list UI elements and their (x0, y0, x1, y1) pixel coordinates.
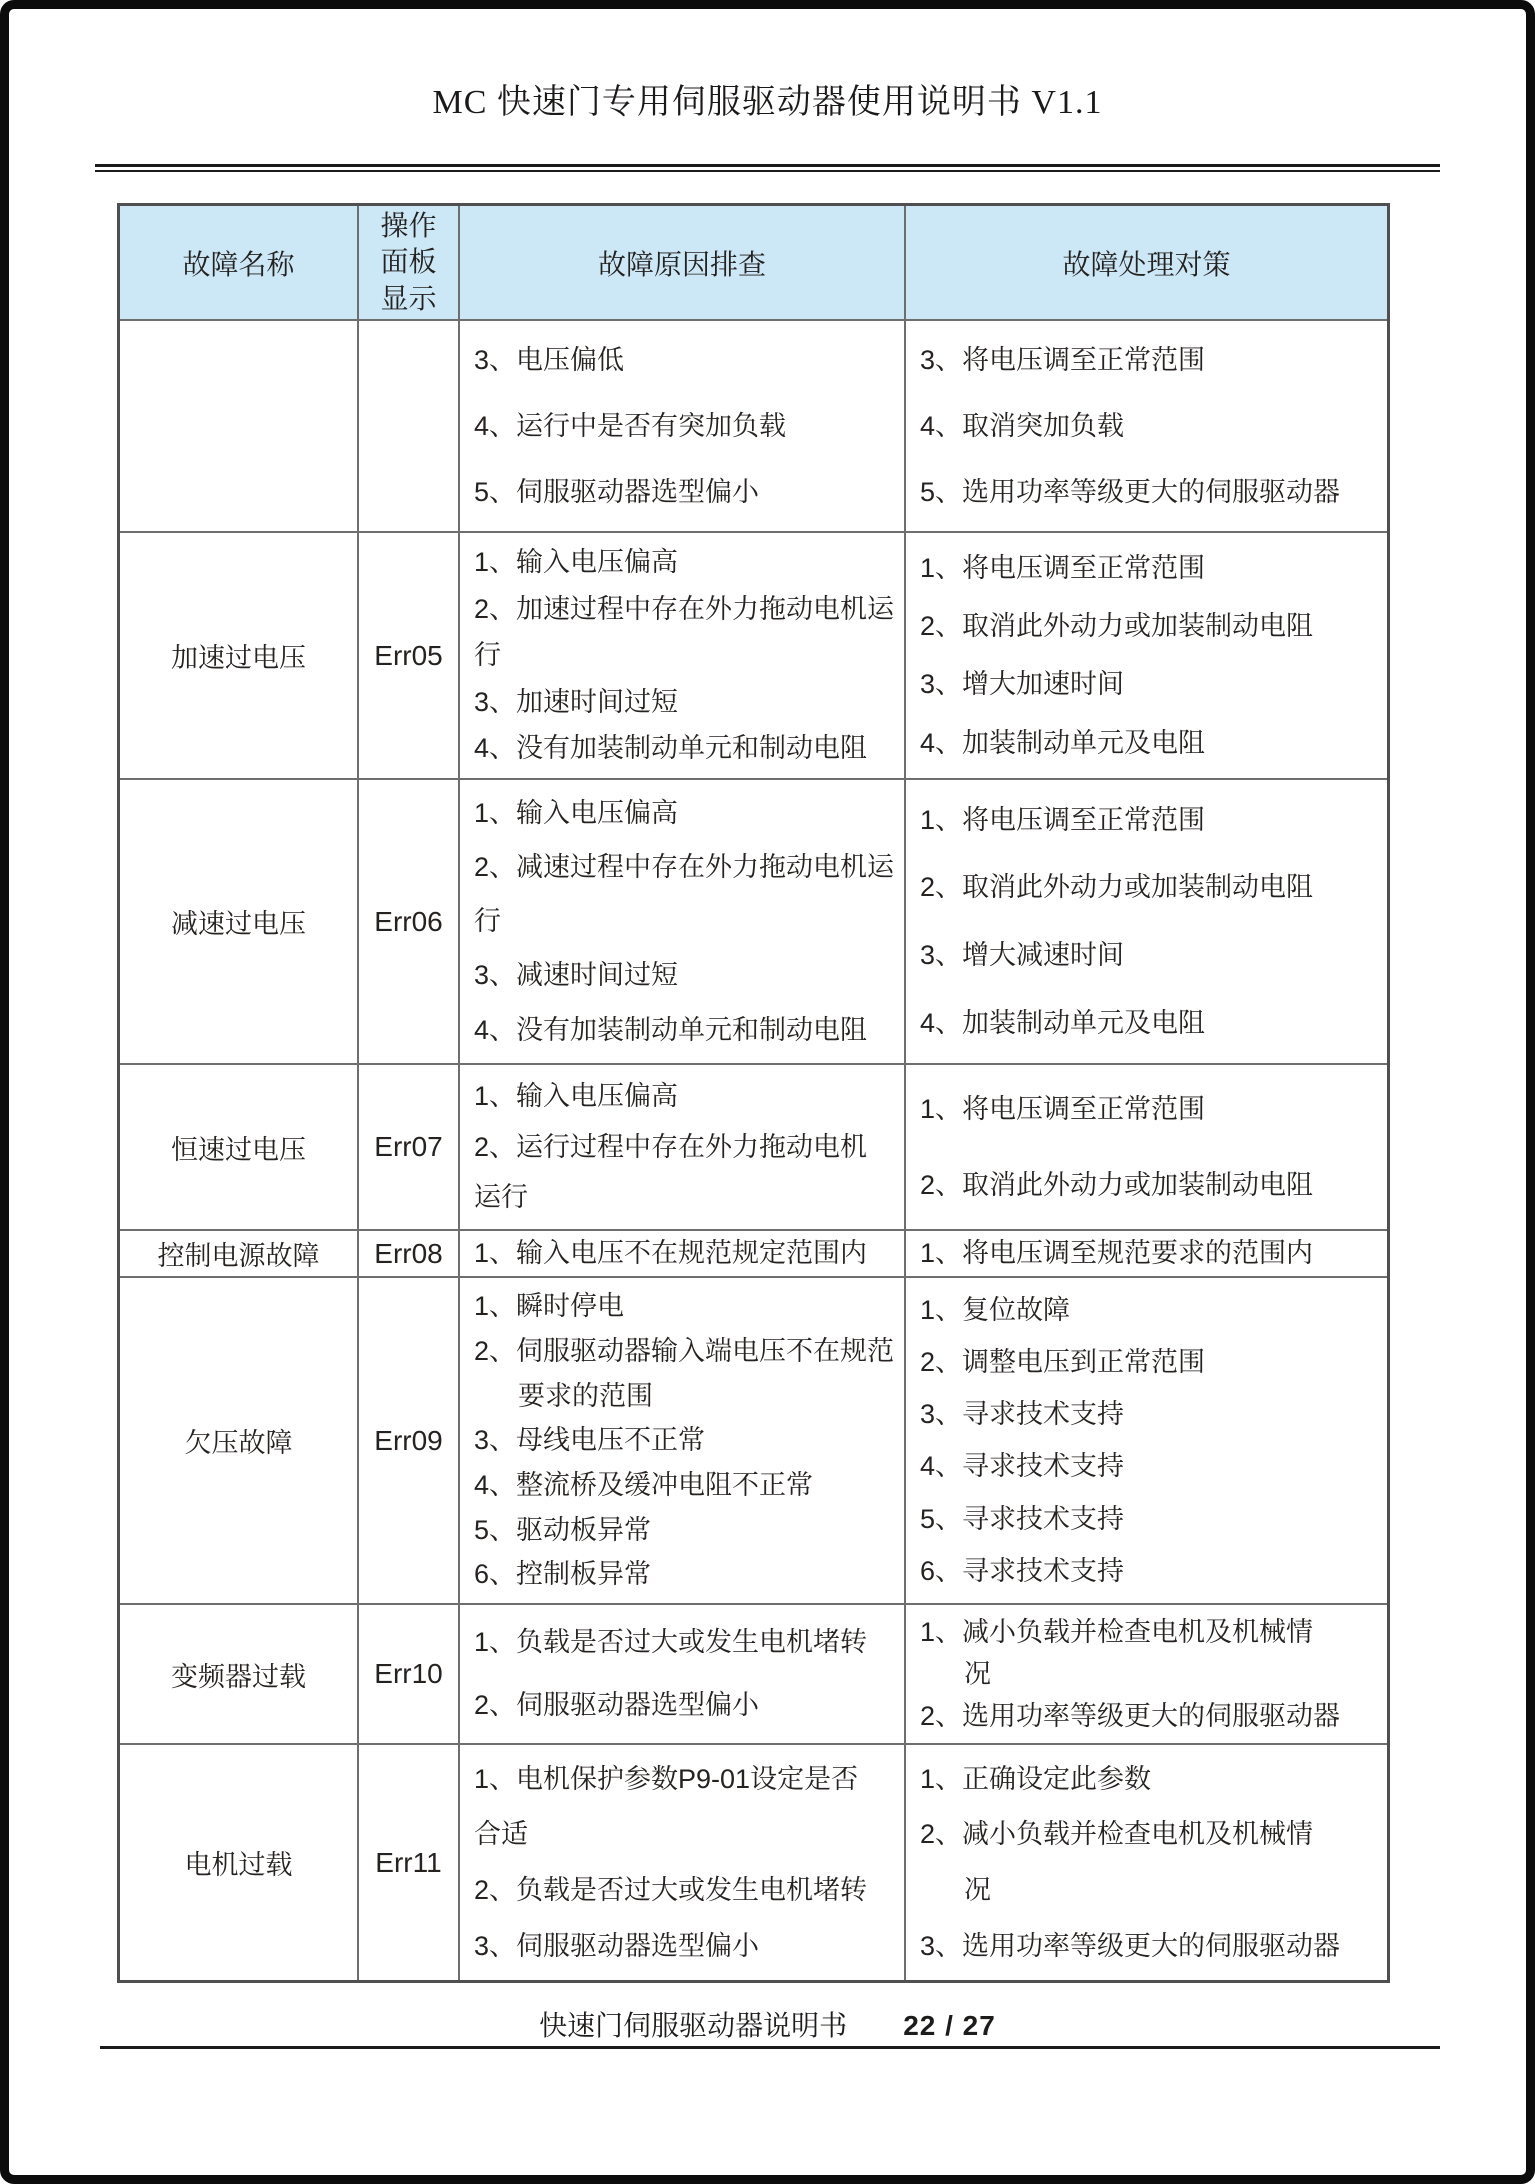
remedy-line: 1、将电压调至正常范围 (920, 552, 1206, 583)
remedy-lines (906, 1605, 1387, 1743)
fault-name-cell: 恒速过电压 (120, 1065, 359, 1231)
remedy-line: 2、减小负载并检查电机及机械情 (920, 1819, 1314, 1850)
remedy-lines (906, 1745, 1387, 1980)
remedy-cell (906, 1745, 1387, 1980)
remedy-line: 1、将电压调至正常范围 (920, 1093, 1206, 1124)
cause-line: 1、输入电压偏高 (474, 1081, 679, 1112)
cause-line: 4、没有加装制动单元和制动电阻 (474, 733, 868, 764)
cause-line: 4、没有加装制动单元和制动电阻 (474, 1014, 868, 1045)
cause-line: 2、负载是否过大或发生电机堵转 (474, 1875, 868, 1906)
remedy-line: 1、正确设定此参数 (920, 1763, 1152, 1794)
remedy-line: 3、将电压调至正常范围 (920, 344, 1206, 375)
cause-line: 5、伺服驱动器选型偏小 (474, 476, 760, 507)
remedy-line: 2、取消此外动力或加装制动电阻 (920, 872, 1314, 903)
fault-table (117, 203, 1390, 1983)
cause-line: 3、电压偏低 (474, 344, 625, 375)
remedy-line: 况 (964, 1658, 991, 1689)
cause-line: 3、减速时间过短 (474, 960, 679, 991)
table-row (120, 1745, 1387, 1980)
cause-line: 运行 (474, 1182, 528, 1213)
remedy-cell (906, 1605, 1387, 1745)
cause-line: 3、母线电压不正常 (474, 1425, 706, 1456)
remedy-line: 3、寻求技术支持 (920, 1399, 1125, 1430)
cause-cell (460, 1065, 906, 1231)
title-double-rule (95, 164, 1440, 172)
remedy-cell (906, 1278, 1387, 1605)
remedy-line: 2、取消此外动力或加装制动电阻 (920, 1169, 1314, 1200)
remedy-line: 3、增大减速时间 (920, 940, 1125, 971)
cause-cell (460, 780, 906, 1065)
table-row (120, 1065, 1387, 1231)
cause-lines (460, 1605, 904, 1743)
remedy-lines (906, 321, 1387, 531)
cause-cell (460, 321, 906, 533)
cause-cell (460, 1745, 906, 1980)
cause-line: 4、运行中是否有突加负载 (474, 410, 787, 441)
remedy-line: 4、取消突加负载 (920, 410, 1125, 441)
table-row (120, 780, 1387, 1065)
cause-line: 1、电机保护参数P9-01设定是否 (474, 1763, 859, 1794)
remedy-lines (906, 1065, 1387, 1229)
table-row (120, 533, 1387, 780)
fault-name-cell: 减速过电压 (120, 780, 359, 1065)
remedy-lines (906, 780, 1387, 1063)
cause-line: 4、整流桥及缓冲电阻不正常 (474, 1469, 814, 1500)
panel-code-cell: Err10 (359, 1605, 460, 1745)
table-row (120, 1231, 1387, 1278)
cause-lines (460, 533, 904, 778)
cause-cell (460, 533, 906, 780)
remedy-line: 1、将电压调至正常范围 (920, 804, 1206, 835)
cause-cell (460, 1231, 906, 1278)
cause-line: 1、输入电压不在规范规定范围内 (474, 1238, 868, 1269)
cause-line: 2、减速过程中存在外力拖动电机运 (474, 852, 895, 883)
cause-line: 2、运行过程中存在外力拖动电机 (474, 1131, 868, 1162)
remedy-cell (906, 533, 1387, 780)
cause-lines (460, 1231, 904, 1276)
table-row (120, 321, 1387, 533)
remedy-line: 1、将电压调至规范要求的范围内 (920, 1238, 1314, 1269)
footer-page-number: 22 / 27 (903, 2010, 996, 2041)
cause-cell (460, 1605, 906, 1745)
remedy-line: 4、加装制动单元及电阻 (920, 727, 1206, 758)
cause-lines (460, 1745, 904, 1980)
cause-line: 行 (474, 906, 501, 937)
remedy-lines (906, 533, 1387, 778)
remedy-line: 1、复位故障 (920, 1294, 1071, 1325)
remedy-line: 6、寻求技术支持 (920, 1555, 1125, 1586)
panel-code-cell: Err05 (359, 533, 460, 780)
remedy-lines (906, 1278, 1387, 1603)
remedy-cell (906, 1065, 1387, 1231)
fault-table-header-row (120, 206, 1387, 321)
remedy-line: 况 (964, 1875, 991, 1906)
cause-line: 3、加速时间过短 (474, 686, 679, 717)
remedy-line: 5、寻求技术支持 (920, 1503, 1125, 1534)
remedy-line: 2、取消此外动力或加装制动电阻 (920, 611, 1314, 642)
footer-rule (100, 2046, 1440, 2049)
panel-code-cell: Err11 (359, 1745, 460, 1980)
cause-line: 2、伺服驱动器输入端电压不在规范 (474, 1335, 895, 1366)
remedy-line: 2、选用功率等级更大的伺服驱动器 (920, 1700, 1341, 1731)
cause-lines (460, 780, 904, 1063)
remedy-line: 3、增大加速时间 (920, 669, 1125, 700)
panel-code-cell (359, 321, 460, 533)
remedy-line: 4、寻求技术支持 (920, 1451, 1125, 1482)
panel-code-cell: Err09 (359, 1278, 460, 1605)
fault-table-body (120, 321, 1387, 1980)
remedy-line: 2、调整电压到正常范围 (920, 1347, 1206, 1378)
fault-name-cell: 电机过载 (120, 1745, 359, 1980)
remedy-line: 3、选用功率等级更大的伺服驱动器 (920, 1930, 1341, 1961)
page-title: MC 快速门专用伺服驱动器使用说明书 V1.1 (432, 84, 1103, 121)
fault-name-cell: 变频器过载 (120, 1605, 359, 1745)
remedy-line: 1、减小负载并检查电机及机械情 (920, 1616, 1314, 1647)
cause-line: 5、驱动板异常 (474, 1514, 652, 1545)
remedy-line: 4、加装制动单元及电阻 (920, 1007, 1206, 1038)
cause-line: 1、输入电压偏高 (474, 547, 679, 578)
cause-line: 1、瞬时停电 (474, 1291, 625, 1322)
remedy-lines (906, 1231, 1387, 1276)
cause-line: 1、输入电压偏高 (474, 797, 679, 828)
fault-name-cell: 欠压故障 (120, 1278, 359, 1605)
cause-line: 行 (474, 640, 501, 671)
table-row (120, 1278, 1387, 1605)
cause-cell (460, 1278, 906, 1605)
panel-code-cell: Err07 (359, 1065, 460, 1231)
fault-name-cell: 控制电源故障 (120, 1231, 359, 1278)
remedy-cell (906, 780, 1387, 1065)
footer-doc-label: 快速门伺服驱动器说明书 (539, 2011, 848, 2042)
cause-line: 合适 (474, 1819, 528, 1850)
cause-lines (460, 321, 904, 531)
remedy-cell (906, 1231, 1387, 1278)
panel-code-cell: Err08 (359, 1231, 460, 1278)
fault-name-cell (120, 321, 359, 533)
table-row (120, 1605, 1387, 1745)
cause-line: 2、伺服驱动器选型偏小 (474, 1690, 760, 1721)
remedy-line: 5、选用功率等级更大的伺服驱动器 (920, 476, 1341, 507)
header-cause-check: 故障原因排查 (460, 206, 906, 321)
fault-name-cell: 加速过电压 (120, 533, 359, 780)
cause-line: 6、控制板异常 (474, 1559, 652, 1590)
header-panel-display (359, 206, 460, 321)
page-footer (0, 2004, 1535, 2044)
cause-line: 要求的范围 (518, 1380, 653, 1411)
header-fault-name: 故障名称 (120, 206, 359, 321)
cause-line: 1、负载是否过大或发生电机堵转 (474, 1627, 868, 1658)
remedy-cell (906, 321, 1387, 533)
cause-line: 3、伺服驱动器选型偏小 (474, 1930, 760, 1961)
cause-line: 2、加速过程中存在外力拖动电机运 (474, 593, 895, 624)
cause-lines (460, 1065, 904, 1229)
panel-code-cell: Err06 (359, 780, 460, 1065)
header-countermeasure: 故障处理对策 (906, 206, 1387, 321)
cause-lines (460, 1278, 904, 1603)
header-panel-display-label: 操作面板显示 (380, 209, 437, 314)
